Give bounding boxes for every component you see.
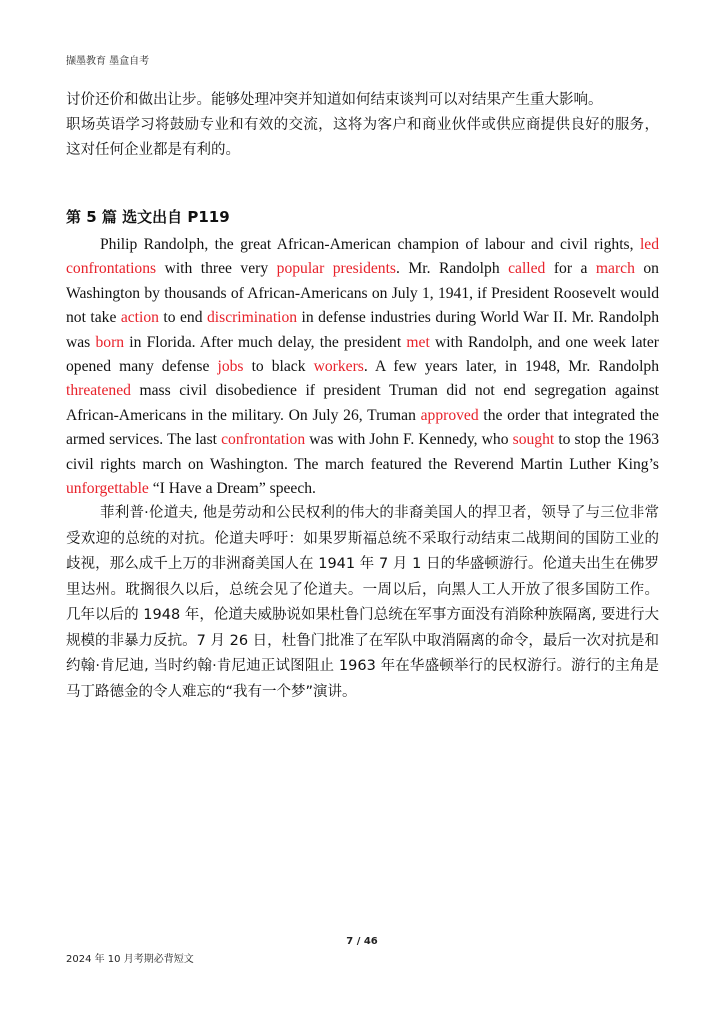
page-header: 撷墨教育 墨盒自考 [66,56,150,67]
english-text: with Randolph, and one week later opened many defense [66,333,659,376]
highlighted-term: threatened [66,382,131,400]
english-text: mass civil disobedience if president Truman did not end segregation against African-Americans in the military. On July 26, Truman [66,382,659,424]
highlighted-term: discrimination [207,309,298,327]
english-text: with three very [156,260,277,278]
english-text: in defense industries during World War II. Mr. Randolph was [66,309,660,351]
section-title: 第 5 篇 选文出自 P119 [66,208,230,226]
english-text: . Mr. Randolph [396,260,509,278]
chinese-translation: 菲利普·伦道夫, 他是劳动和公民权利的伟大的非裔美国人的捍卫者，领导了与三位非常受欢迎的总统的对抗。伦道夫呼吁：如果罗斯福总统不采取行动结束二战期间的国防工业的歧视，那么成千上万的非洲裔美国人在 1941 年 7 月 1 日的华盛顿游行。伦道夫出生在佛罗里达州。耽搁很久以后，总统会见了伦道夫。一周以后，向黑人工人开放了很多国防工作。几年以后的 1948 年，伦道夫威胁说如果杜鲁门总统在军事方面没有消除种族隔离, 要进行大规模的非暴力反抗。7 月 26 日，杜鲁门批准了在军队中取消隔离的命令，最后一次对抗是和约翰·肯尼迪, 当时约翰·肯尼迪正试图阻止 1963 年在华盛顿举行的民权游行。游行的主角是马丁路德金的令人难忘的“我有一个梦”演讲。 [66,505,659,700]
page-footer: 2024 年 10 月考期必背短文 [66,954,194,965]
english-text: to end [158,309,207,327]
page-body [66,88,659,705]
highlighted-term: workers [313,358,364,376]
highlighted-term: march [595,260,635,278]
english-text: in Florida. After much delay, the president [124,333,407,351]
highlighted-term: action [120,309,159,327]
highlighted-term: sought [512,431,555,449]
highlighted-term: popular presidents [276,260,396,278]
english-text: to black [243,358,314,376]
highlighted-term: jobs [217,358,244,376]
highlighted-term: born [95,333,125,351]
english-text: to stop the 1963 civil rights march on Washington. The march featured the Reverend Martin Luther King’s [66,431,659,473]
highlighted-term: unforgettable [66,480,149,498]
english-text: was with John F. Kennedy, who [305,431,513,449]
english-text: “I Have a Dream” speech. [148,480,316,498]
highlighted-term: approved [420,406,479,424]
intro-paragraph-1: 讨价还价和做出让步。能够处理冲突并知道如何结束谈判可以对结果产生重大影响。 [66,92,603,108]
intro-paragraph-2: 职场英语学习将鼓励专业和有效的交流，这将为客户和商业伙伴或供应商提供良好的服务，这对任何企业都是有利的。 [66,117,659,158]
highlighted-term: called [508,260,546,278]
highlighted-term: met [406,333,430,351]
english-text: for a [545,260,596,278]
english-text: Philip Randolph, the great African-American champion of labour and civil rights, [100,236,640,253]
page-number: 7 / 46 [346,936,378,947]
english-text: . A few years later, in 1948, Mr. Randolph [363,358,660,376]
english-passage [66,233,659,501]
highlighted-term: confrontation [221,431,306,449]
highlighted-term: led confrontations [66,236,659,278]
english-text: on Washington by thousands of African-Americans on July 1, 1941, if President Roosevelt would not take [66,260,659,327]
english-text: the order that integrated the armed services. The last [66,406,659,449]
